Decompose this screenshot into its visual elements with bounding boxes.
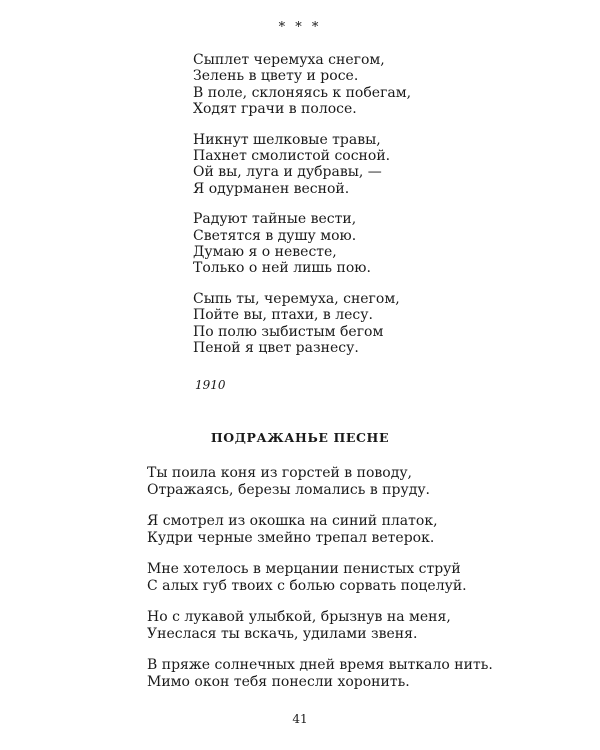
- poem-line: Сыплет черемуха снегом,: [193, 52, 385, 68]
- poem-line: Сыпь ты, черемуха, снегом,: [193, 291, 400, 308]
- stanza: [193, 132, 411, 197]
- poem-line: Но с лукавой улыбкой, брызнув на меня,: [147, 609, 451, 625]
- poem-line: Я одурманен весной.: [193, 180, 350, 197]
- poem-line: Светятся в душу мою.: [193, 227, 357, 244]
- poem-line: Ходят грачи в полосе.: [193, 100, 357, 117]
- poem-line: Мне хотелось в мерцании пенистых струй: [147, 561, 461, 577]
- poem-line: Только о ней лишь пою.: [193, 260, 371, 277]
- stanza: [147, 561, 493, 595]
- poem-line: Мимо окон тебя понесли хоронить.: [147, 674, 410, 690]
- poem-line: Пахнет смолистой сосной.: [193, 147, 391, 164]
- poem-line: Пойте вы, птахи, в лесу.: [193, 307, 373, 324]
- poem-title: ПОДРАЖАНЬЕ ПЕСНЕ: [210, 430, 390, 445]
- poem-line: В пряже солнечных дней время выткало нить.: [147, 657, 493, 673]
- stanza: [147, 465, 493, 499]
- poem-line: Никнут шелковые травы,: [193, 131, 381, 148]
- poem-line: Ой вы, луга и дубравы, —: [193, 164, 382, 181]
- stanza: [147, 609, 493, 643]
- poem-line: Я смотрел из окошка на синий платок,: [147, 513, 438, 529]
- poem-cheremukha: [193, 52, 411, 356]
- poem-podrazhanye-pesne: [147, 465, 493, 691]
- stanza: [147, 513, 493, 547]
- poem-line: Унеслася ты вскачь, удилами звеня.: [147, 626, 418, 642]
- stanza: [193, 291, 411, 356]
- stanza: [193, 211, 411, 276]
- section-separator: * * *: [278, 20, 322, 35]
- poem-line: По полю зыбистым бегом: [193, 323, 384, 340]
- poem-line: С алых губ твоих с болью сорвать поцелуй.: [147, 578, 467, 594]
- stanza: [147, 657, 493, 691]
- poem-line: Отражаясь, березы ломались в пруду.: [147, 482, 431, 498]
- poem-line: Зелень в цвету и росе.: [193, 68, 359, 85]
- poem-line: Ты поила коня из горстей в поводу,: [147, 465, 413, 481]
- poem-line: Пеной я цвет разнесу.: [193, 339, 359, 356]
- poem-line: В поле, склоняясь к побегам,: [193, 84, 412, 101]
- poem-line: Кудри черные змейно трепал ветерок.: [147, 530, 435, 546]
- poem-year: 1910: [195, 378, 226, 392]
- poem-line: Думаю я о невесте,: [193, 243, 337, 260]
- page-number: 41: [292, 712, 308, 726]
- stanza: [193, 52, 411, 117]
- poem-line: Радуют тайные вести,: [193, 211, 357, 228]
